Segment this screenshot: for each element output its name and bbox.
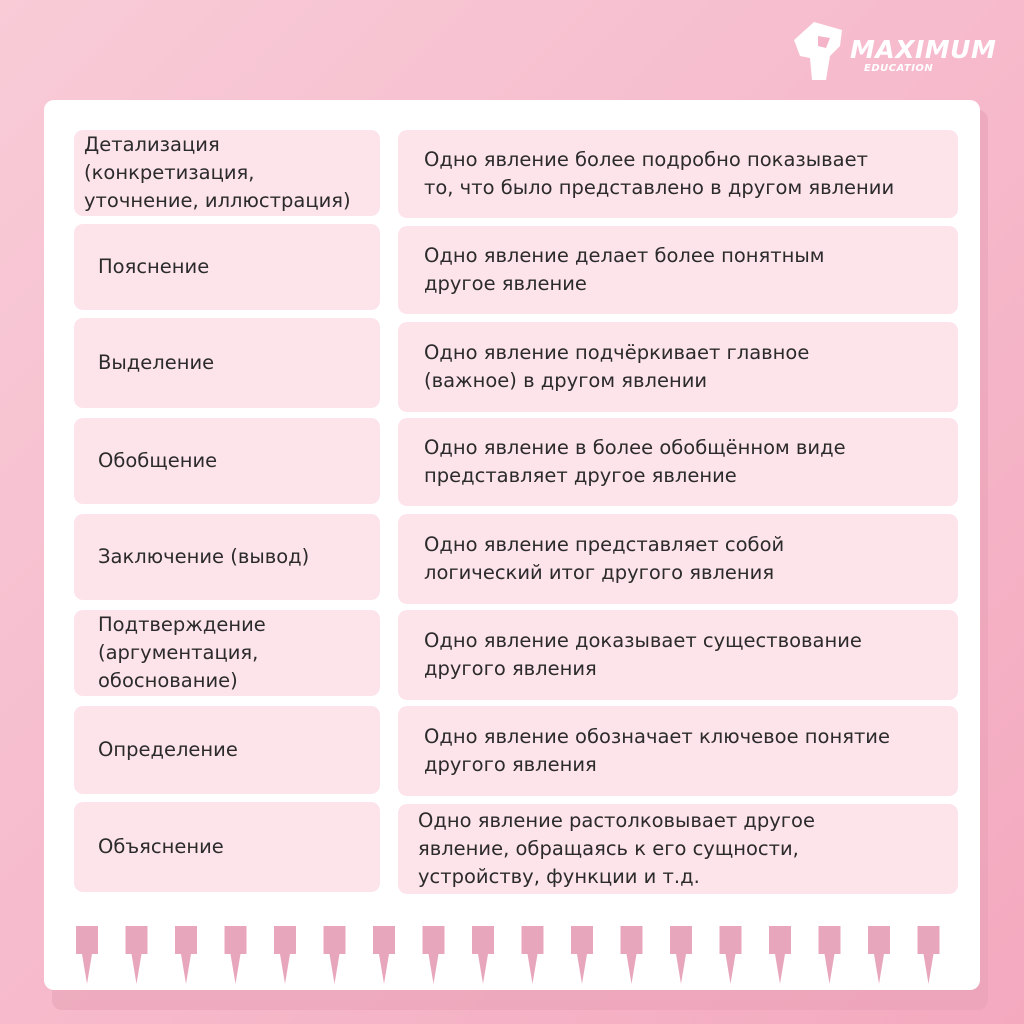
definition-cell: [398, 610, 958, 700]
definition-text: Одно явление доказывает существование другого явления: [424, 629, 862, 680]
brand-logo: [790, 18, 1000, 84]
term-text: Обобщение: [98, 449, 218, 472]
binding-ring: [324, 926, 346, 984]
notebook-card: [44, 100, 980, 990]
binding-ring: [868, 926, 890, 984]
term-text: Детализация (конкретизация, уточнение, иллюстрация): [84, 133, 351, 212]
binding-ring: [522, 926, 544, 984]
binding-ring: [670, 926, 692, 984]
definition-cell: [398, 226, 958, 314]
binding-ring: [621, 926, 643, 984]
term-cell: [74, 318, 380, 408]
term-text: Пояснение: [98, 255, 210, 278]
binding-ring: [274, 926, 296, 984]
definition-text: Одно явление растолковывает другое явление, обращаясь к его сущности, устройству, функции и т.д.: [418, 809, 815, 888]
binding-ring: [769, 926, 791, 984]
binding-ring: [819, 926, 841, 984]
definition-text: Одно явление в более обобщённом виде представляет другое явление: [424, 436, 846, 487]
definition-cell: [398, 418, 958, 506]
binding-ring: [373, 926, 395, 984]
binding-ring: [918, 926, 940, 984]
term-text: Объяснение: [98, 835, 224, 858]
binding-ring: [126, 926, 148, 984]
term-cell: [74, 610, 380, 696]
term-cell: [74, 130, 380, 216]
term-text: Подтверждение (аргументация, обоснование): [98, 613, 266, 692]
definition-text: Одно явление представляет собой логический итог другого явления: [424, 533, 785, 584]
term-cell: [74, 418, 380, 504]
term-cell: [74, 224, 380, 310]
definition-text: Одно явление делает более понятным другое явление: [424, 244, 825, 295]
definition-text: Одно явление обозначает ключевое понятие другого явления: [424, 725, 890, 776]
binding-ring: [423, 926, 445, 984]
binding-ring: [720, 926, 742, 984]
definition-cell: [398, 130, 958, 218]
term-cell: [74, 706, 380, 794]
term-text: Заключение (вывод): [98, 545, 310, 568]
definition-cell: [398, 706, 958, 796]
binding-ring: [571, 926, 593, 984]
notebook-binding-rings: [74, 926, 954, 986]
binding-ring: [76, 926, 98, 984]
brand-logo-icon: [790, 18, 852, 84]
term-text: Определение: [98, 738, 238, 761]
brand-subtitle: EDUCATION: [864, 63, 934, 74]
binding-ring: [175, 926, 197, 984]
term-text: Выделение: [98, 351, 215, 374]
definition-text: Одно явление подчёркивает главное (важное) в другом явлении: [424, 341, 810, 392]
binding-ring: [472, 926, 494, 984]
definition-cell: [398, 322, 958, 412]
definition-cell: [398, 804, 958, 894]
term-cell: [74, 514, 380, 600]
binding-ring: [225, 926, 247, 984]
term-cell: [74, 802, 380, 892]
definition-cell: [398, 514, 958, 604]
brand-name: MAXIMUM: [850, 35, 997, 64]
definition-text: Одно явление более подробно показывает то, что было представлено в другом явлении: [424, 148, 895, 199]
